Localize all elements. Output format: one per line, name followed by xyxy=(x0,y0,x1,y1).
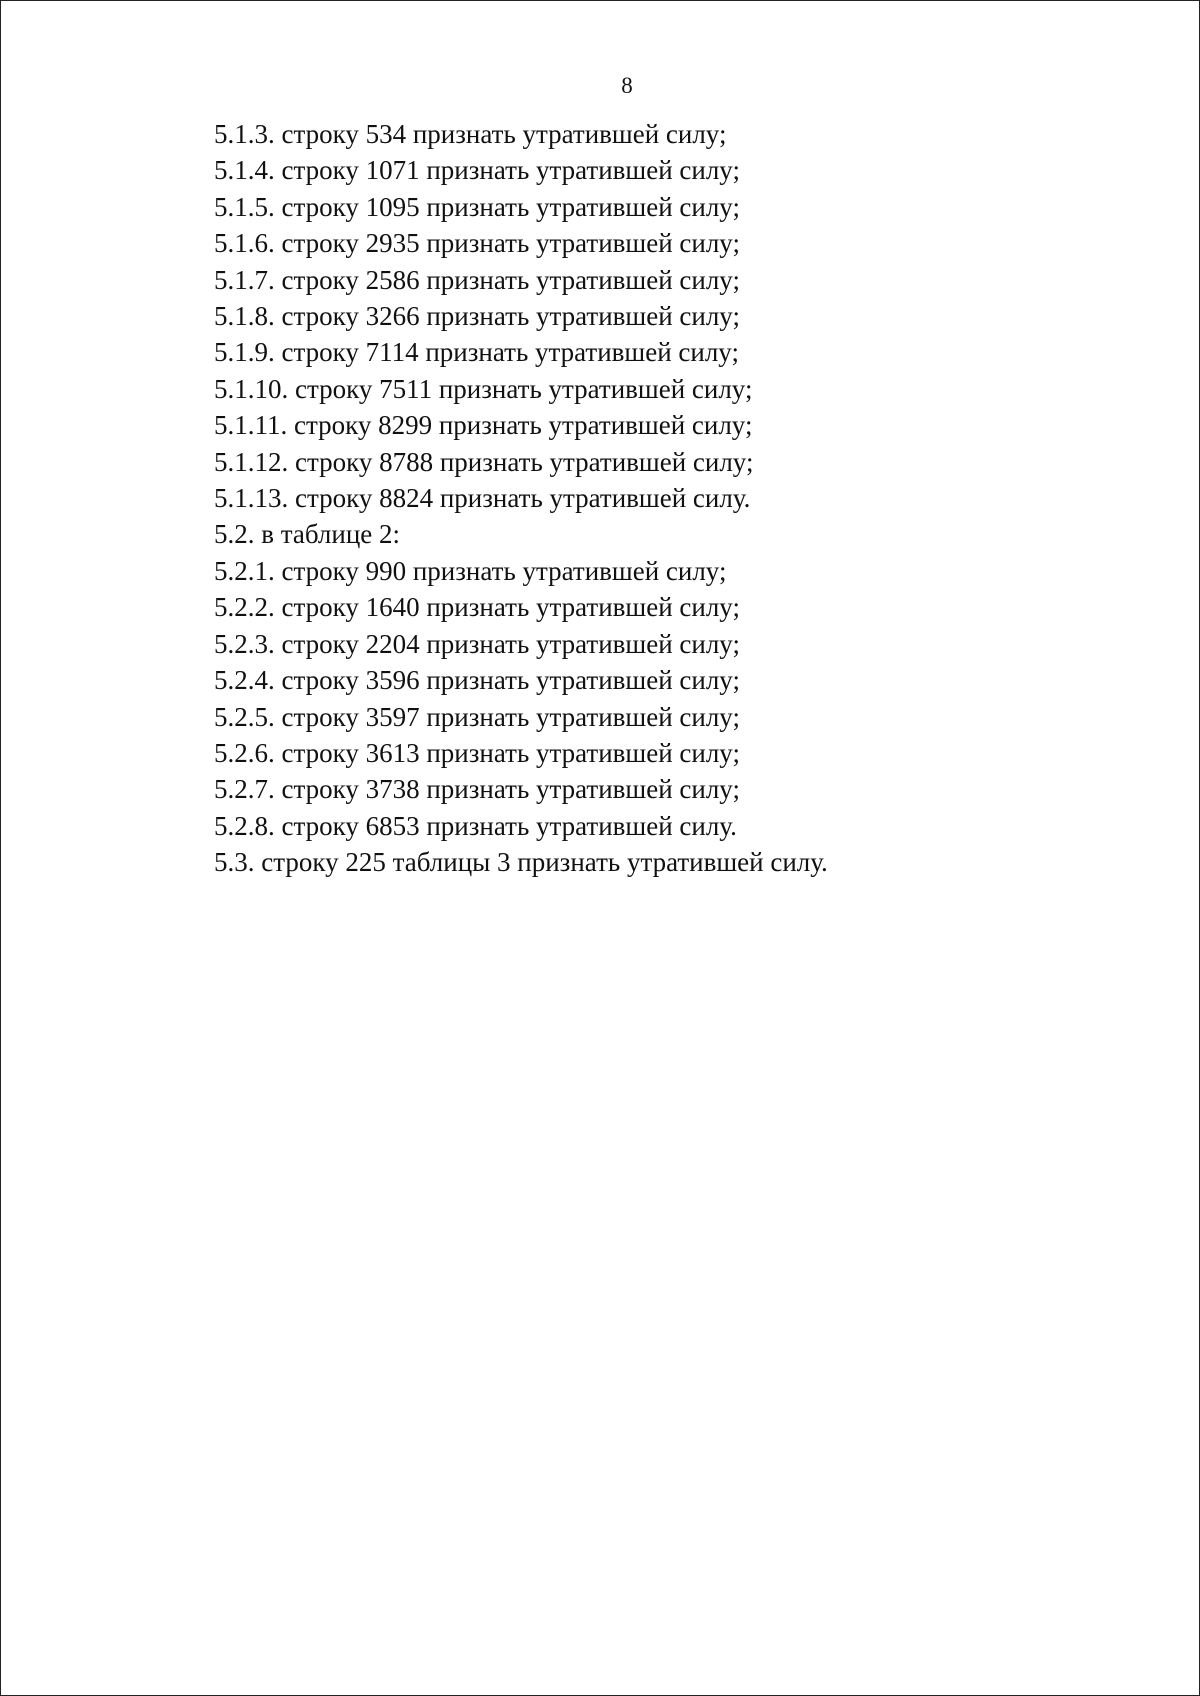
section-heading: 5.2. в таблице 2: xyxy=(214,519,401,550)
list-item: 5.3. строку 225 таблицы 3 признать утратившей силу. xyxy=(214,847,828,878)
list-item: 5.1.6. строку 2935 признать утратившей силу; xyxy=(214,228,740,259)
list-item: 5.2.8. строку 6853 признать утратившей силу. xyxy=(214,810,737,841)
list-item: 5.1.13. строку 8824 признать утратившей силу. xyxy=(214,483,751,514)
list-item: 5.1.10. строку 7511 признать утратившей силу; xyxy=(214,373,753,404)
list-item: 5.1.5. строку 1095 признать утратившей силу; xyxy=(214,191,740,222)
list-item: 5.2.2. строку 1640 признать утратившей силу; xyxy=(214,592,740,623)
list-item: 5.1.8. строку 3266 признать утратившей силу; xyxy=(214,301,740,332)
list-item: 5.1.4. строку 1071 признать утратившей силу; xyxy=(214,155,740,186)
list-item: 5.2.5. строку 3597 признать утратившей силу; xyxy=(214,701,740,732)
document-body xyxy=(214,116,1114,881)
list-item: 5.2.4. строку 3596 признать утратившей силу; xyxy=(214,665,740,696)
list-item: 5.1.9. строку 7114 признать утратившей силу; xyxy=(214,337,739,368)
list-item: 5.2.1. строку 990 признать утратившей силу; xyxy=(214,555,727,586)
list-item: 5.1.7. строку 2586 признать утратившей силу; xyxy=(214,264,740,295)
page-number: 8 xyxy=(621,73,633,98)
list-item: 5.1.11. строку 8299 признать утратившей силу; xyxy=(214,410,753,441)
list-item: 5.2.3. строку 2204 признать утратившей силу; xyxy=(214,628,740,659)
list-item: 5.2.6. строку 3613 признать утратившей силу; xyxy=(214,737,740,768)
list-item: 5.1.12. строку 8788 признать утратившей силу; xyxy=(214,446,754,477)
list-item: 5.2.7. строку 3738 признать утратившей силу; xyxy=(214,774,740,805)
list-item: 5.1.3. строку 534 признать утратившей силу; xyxy=(214,119,727,149)
